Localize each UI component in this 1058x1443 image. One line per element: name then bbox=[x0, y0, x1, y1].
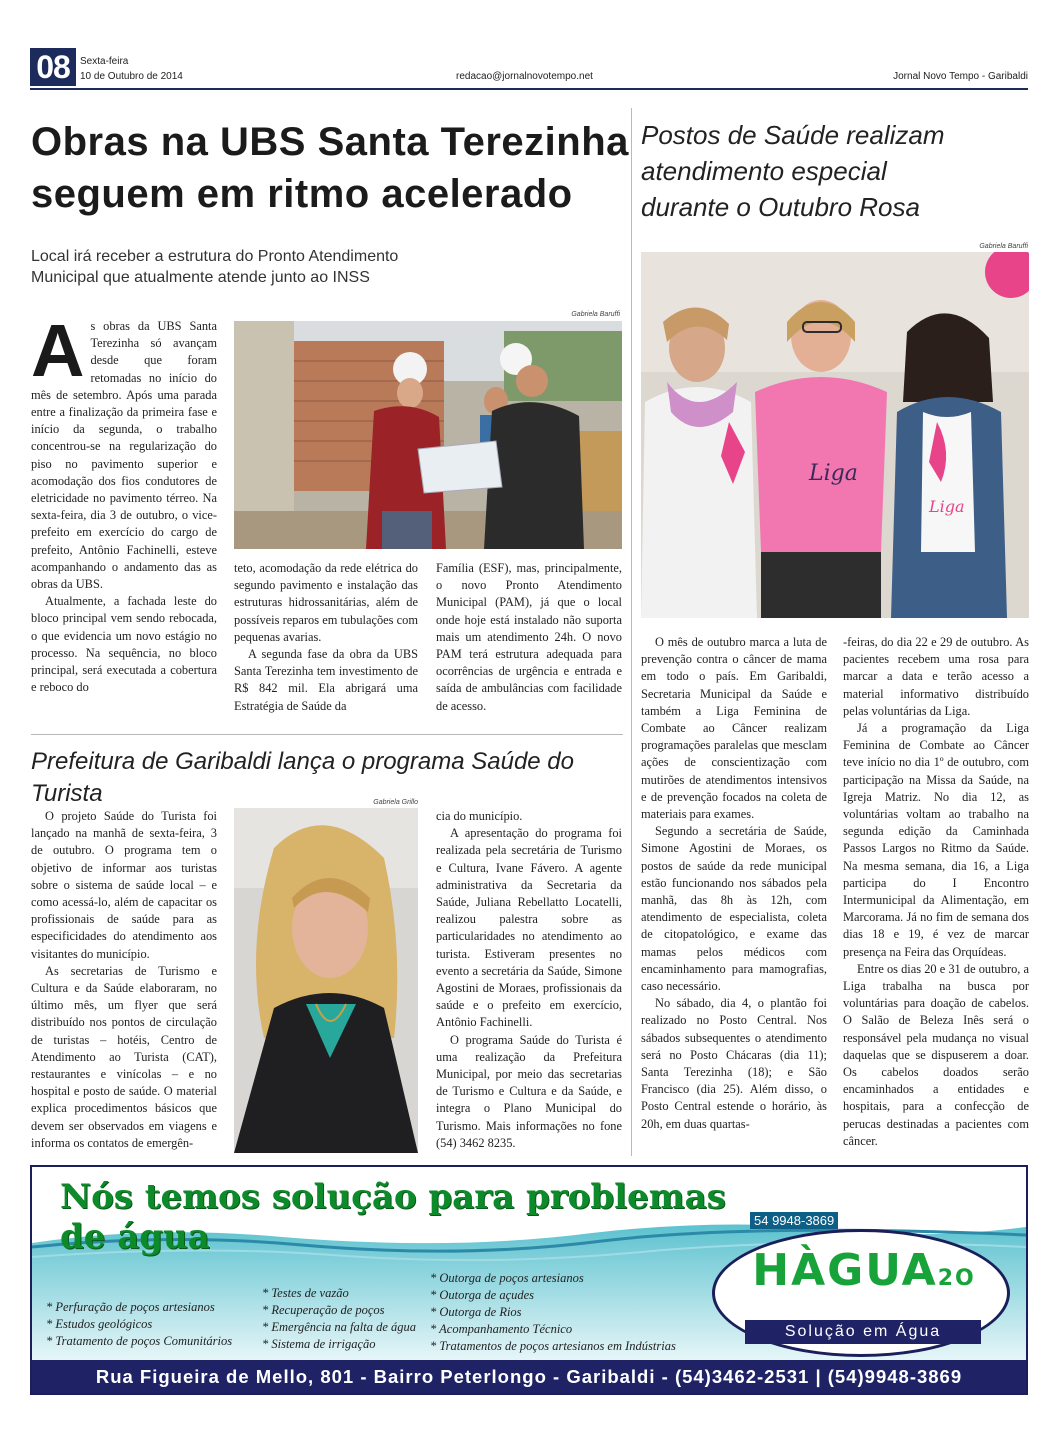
article3-paragraph: -feiras, do dia 22 e 29 de outubro. As pacientes recebem uma rosa para marcar a data e terão acesso a material informativo distribuído pelas voluntárias da Liga. bbox=[843, 635, 1029, 718]
article2-paragraph: O programa Saúde do Turista é uma realização da Prefeitura Municipal, por meio das secretarias de Turismo e Cultura e da Saúde, e integra o Plano Municipal do Turismo. Mais informações no fone (54) 3462 8235. bbox=[436, 1032, 622, 1150]
ad-service-item: * Acompanhamento Técnico bbox=[430, 1322, 573, 1336]
ad-address-bar: Rua Figueira de Mello, 801 - Bairro Peterlongo - Garibaldi - (54)3462-2531 | (54)9948-3869 bbox=[32, 1360, 1026, 1393]
header-rule bbox=[30, 88, 1028, 90]
article3-paragraph: Já a programação da Liga Feminina de Combate ao Câncer teve início no dia 1º de outubro, com participação na Missa da Saúde, na Igreja Matriz. No dia 12, as voluntárias voltam ao trabalho na segunda edição da Caminhada Passos Largos no Ritmo da Saúde. Na mesma semana, dia 16, a Liga participa do I Encontro Intermunicipal da Alimentação, em Marcorama. Já no fim de semana dos dias 18 e 19, é vez de marcar presença na Feira das Orquídeas. bbox=[843, 721, 1029, 959]
ad-services-list-2 bbox=[262, 1285, 437, 1353]
ad-service-item: * Outorga de poços artesianos bbox=[430, 1271, 584, 1285]
page-number: 08 bbox=[30, 48, 76, 86]
article3-paragraph: Segundo a secretária de Saúde, Simone Agostini de Moraes, os postos de saúde da rede municipal estão funcionando nos sábados pela manhã, das 8h às 12h, com atendimento de especialista, coleta de citopatológico, e exame das mamas pelos médicos com encaminhamento para mamografias, caso necessário. bbox=[641, 824, 827, 994]
article2-headline: Prefeitura de Garibaldi lança o programa Saúde do Turista bbox=[31, 748, 574, 807]
article3-paragraph: Entre os dias 20 e 31 de outubro, a Liga trabalha na busca por voluntárias para doação de cabelos. O Salão de Beleza Inês será o responsável pela mudança no visual daquelas que se dispuserem a doar. Os cabelos doados serão encaminhados a entidades e hospitais, para a confecção de perucas destinadas a pacientes com câncer. bbox=[843, 961, 1029, 1148]
article3-headline-line3: durante o Outubro Rosa bbox=[641, 192, 920, 222]
ad-service-item: * Testes de vazão bbox=[262, 1286, 349, 1300]
article1-headline-line2: seguem em ritmo acelerado bbox=[31, 172, 573, 216]
article2-paragraph: cia do município. bbox=[436, 809, 523, 823]
ad-service-item: * Emergência na falta de água bbox=[262, 1320, 417, 1334]
hagua-tagline: Solução em Água bbox=[745, 1320, 981, 1344]
article2-paragraph: As secretarias de Turismo e Cultura e da Saúde elaboraram, no último mês, um flyer que será distribuído nos pontos de circulação de turistas – hotéis, Centro de Atendimento ao Turista (CAT), restaurantes e vinícolas – e no hospital e posto de saúde. O material explica procedimentos básicos que devem ser observados em viagens e informa os contatos de emergên- bbox=[31, 963, 217, 1150]
ad-services-list-3 bbox=[430, 1270, 730, 1355]
ad-service-item: * Outorga de açudes bbox=[430, 1288, 535, 1302]
article3-column-1 bbox=[641, 634, 827, 1158]
article1-paragraph: teto, acomodação da rede elétrica do segundo pavimento e instalação das estruturas hidrossanitárias, além de possíveis reparos em tubulações com pequenas avarias. bbox=[234, 561, 418, 644]
article3-headline-line2: atendimento especial bbox=[641, 156, 887, 186]
paper-name: Jornal Novo Tempo - Garibaldi bbox=[893, 71, 1028, 82]
article1-column-2 bbox=[234, 560, 418, 720]
liga-shirt-text-2: Liga bbox=[929, 497, 965, 516]
email-link[interactable]: redacao@jornalnovotempo.net bbox=[456, 71, 593, 82]
water-ad[interactable] bbox=[30, 1165, 1028, 1395]
outubro-rosa-photo bbox=[641, 252, 1029, 618]
ad-service-item: * Estudos geológicos bbox=[46, 1317, 153, 1331]
article1-headline-line1: Obras na UBS Santa Terezinha bbox=[31, 120, 629, 164]
article1-deck-line2: Municipal que atualmente atende junto ao INSS bbox=[31, 269, 370, 286]
secretary-photo-illustration bbox=[234, 808, 418, 1153]
ad-headline: Nós temos solução para problemas de água bbox=[60, 1177, 726, 1257]
article2-photo-credit: Gabriela Grillo bbox=[373, 799, 418, 806]
construction-photo bbox=[234, 321, 622, 549]
article1-deck bbox=[31, 246, 631, 288]
article2-column-3 bbox=[436, 808, 622, 1153]
article1-column-1 bbox=[31, 318, 217, 718]
section-divider bbox=[31, 734, 623, 735]
construction-photo-illustration bbox=[234, 321, 622, 549]
weekday: Sexta-feira bbox=[80, 56, 129, 67]
issue-date: 10 de Outubro de 2014 bbox=[80, 71, 183, 82]
hagua-logo-text bbox=[733, 1246, 995, 1304]
article3-paragraph: No sábado, dia 4, o plantão foi realizado no Posto Central. Nos sábados subsequentes o atendimento será no Posto Chácaras (dia 11); Santa Terezinha (18); e São Francisco (dia 25). Além disso, o Posto Central estende o horário, às 20h, em duas quartas- bbox=[641, 996, 827, 1131]
ad-phone-tag[interactable]: 54 9948-3869 bbox=[750, 1212, 838, 1229]
article2-paragraph: O projeto Saúde do Turista foi lançado na manhã de sexta-feira, 3 de outubro. O programa tem o objetivo de informar aos turistas sobre o sistema de saúde local – e como acessá-lo, além de capacitar os profissionais de saúde para as especificidades do atendimento aos visitantes do município. bbox=[31, 809, 217, 961]
article1-paragraph: Atualmente, a fachada leste do bloco principal vem sendo rebocada, o que evidencia um novo estágio no processo. Na sequência, no bloco principal, será executada a cobertura e reboco do bbox=[31, 594, 217, 695]
article1-photo-credit: Gabriela Baruffi bbox=[571, 311, 620, 318]
article3-paragraph: O mês de outubro marca a luta de prevenção contra o câncer de mama em todo o país. Em Garibaldi, Secretaria Municipal da Saúde e também a Liga Feminina de Combate ao Câncer realizam programações paralelas que mesclam ações de conscientização com mutirões de atendimentos intensivos e de prevenção focados na coleta de materiais para exames. bbox=[641, 635, 827, 822]
article3-photo-credit: Gabriela Baruffi bbox=[979, 243, 1028, 250]
article2-paragraph: A apresentação do programa foi realizada pela secretária de Turismo e Cultura, Ivane Fávero. A agente administrativa da Secretaria da Saúde, Juliana Rebellatto Locatelli, realizou palestra sobre as particularidades no atendimento ao turista. Estiveram presentes no evento a secretária da Saúde, Simone Agostini de Moraes, profissionais da saúde e o prefeito em exercício, Antônio Fachinelli. bbox=[436, 826, 622, 1030]
column-divider bbox=[631, 108, 632, 1156]
hagua-logo-subscript: 2O bbox=[937, 1266, 976, 1291]
ad-service-item: * Tratamentos de poços artesianos em Indústrias bbox=[430, 1339, 676, 1353]
article1-headline bbox=[31, 116, 631, 220]
secretary-photo bbox=[234, 808, 418, 1153]
ad-service-item: * Perfuração de poços artesianos bbox=[46, 1300, 215, 1314]
article1-paragraph: A segunda fase da obra da UBS Santa Terezinha tem investimento de R$ 842 mil. Ela abrigará uma Estratégia de Saúde da bbox=[234, 647, 418, 713]
article3-column-2 bbox=[843, 634, 1029, 1158]
article1-deck-line1: Local irá receber a estrutura do Pronto Atendimento bbox=[31, 248, 399, 265]
article3-headline bbox=[641, 117, 1031, 225]
hagua-logo-name: HÀGUA bbox=[752, 1245, 938, 1296]
article1-column-3 bbox=[436, 560, 622, 720]
article1-paragraph: Família (ESF), mas, principalmente, o novo Pronto Atendimento Municipal (PAM), já que o local onde hoje está instalado não suporta mais um atendimento 24h. O novo PAM terá estrutura adequada para ocorrências de urgência e entrada e saída de ambulâncias com facilidade de acesso. bbox=[436, 561, 622, 713]
article3-headline-line1: Postos de Saúde realizam bbox=[641, 120, 945, 150]
ad-service-item: * Sistema de irrigação bbox=[262, 1337, 376, 1351]
article1-dropcap: A bbox=[31, 318, 85, 392]
article2-column-1 bbox=[31, 808, 217, 1153]
ad-services-list-1 bbox=[46, 1299, 276, 1350]
ad-service-item: * Tratamento de poços Comunitários bbox=[46, 1334, 233, 1348]
article1-paragraph: s obras da UBS Santa Terezinha só avançam desde que foram retomadas no início do mês de setembro. Após uma parada entre a finalização da primeira fase e início da segunda, o trabalho concentrou-se na regularização do piso no pavimento superior e acomodação dos fios condutores de eletricidade no pavimento térreo. Na sexta-feira, dia 3 de outubro, o vice-prefeito em exercício do cargo de prefeito, Antônio Fachinelli, esteve acompanhando o andamento das as obras da UBS. bbox=[31, 319, 217, 592]
ad-service-item: * Recuperação de poços bbox=[262, 1303, 385, 1317]
ad-service-item: * Outorga de Rios bbox=[430, 1305, 522, 1319]
hagua-logo bbox=[712, 1229, 1010, 1357]
outubro-rosa-illustration bbox=[641, 252, 1029, 618]
liga-shirt-text: Liga bbox=[809, 461, 858, 486]
